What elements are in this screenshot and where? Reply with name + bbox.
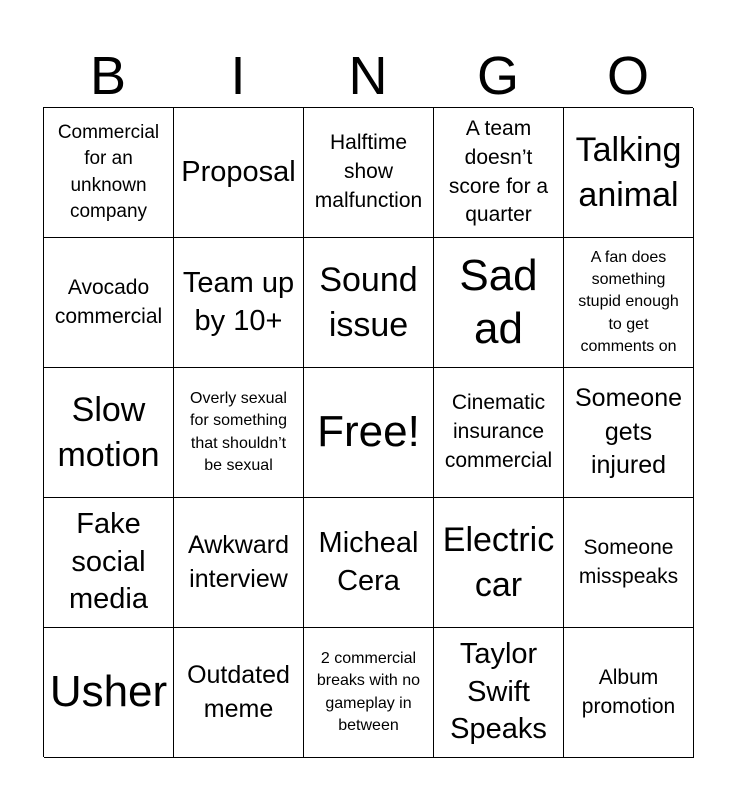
bingo-cell-text: Avocado commercial [54, 275, 163, 328]
header-letter-o: O [606, 46, 649, 106]
bingo-cell-r5-c3[interactable] [304, 628, 434, 758]
bingo-cell-r4-c5[interactable] [564, 498, 694, 628]
bingo-cell-text: Taylor Swift Speaks [450, 637, 547, 746]
bingo-cell-text: Outdated meme [187, 660, 290, 723]
bingo-cell-text: Electric car [442, 521, 555, 604]
bingo-cell-text: Album promotion [581, 665, 676, 718]
bingo-cell-r1-c4[interactable] [434, 108, 564, 238]
bingo-cell-r5-c1[interactable] [44, 628, 174, 758]
bingo-cell-r5-c2[interactable] [174, 628, 304, 758]
bingo-cell-text: Someone misspeaks [578, 535, 679, 588]
bingo-cell-r2-c2[interactable] [174, 238, 304, 368]
bingo-cell-text: Usher [49, 667, 168, 717]
bingo-cell-text: Talking animal [575, 131, 682, 214]
bingo-cell-r2-c1[interactable] [44, 238, 174, 368]
bingo-cell-free[interactable] [304, 368, 434, 498]
bingo-cell-r1-c5[interactable] [564, 108, 694, 238]
bingo-cell-r5-c4[interactable] [434, 628, 564, 758]
header-letter-b: B [89, 46, 127, 106]
bingo-cell-r3-c2[interactable] [174, 368, 304, 498]
bingo-cell-text: Awkward interview [188, 530, 289, 593]
bingo-cell-text: Cinematic insurance commercial [444, 391, 553, 472]
bingo-cell-text: Halftime show malfunction [314, 131, 423, 212]
bingo-cell-text: 2 commercial breaks with no gameplay in between [316, 649, 421, 734]
bingo-cell-text: Micheal Cera [318, 526, 419, 597]
bingo-cell-r2-c5[interactable] [564, 238, 694, 368]
bingo-cell-text: Fake social media [69, 507, 148, 616]
bingo-cell-text: Commercial for an unknown company [57, 122, 160, 222]
bingo-cell-text: Sad ad [459, 250, 538, 353]
header-letter-n: N [348, 46, 388, 106]
bingo-cell-r4-c3[interactable] [304, 498, 434, 628]
bingo-cell-r2-c4[interactable] [434, 238, 564, 368]
bingo-cell-r2-c3[interactable] [304, 238, 434, 368]
header-letter-i: I [230, 46, 246, 106]
bingo-cell-text: A team doesn’t score for a quarter [448, 116, 549, 227]
header-letter-g: G [476, 46, 519, 106]
bingo-cell-r5-c5[interactable] [564, 628, 694, 758]
bingo-cell-r4-c1[interactable] [44, 498, 174, 628]
bingo-cell-r3-c5[interactable] [564, 368, 694, 498]
bingo-cell-r1-c3[interactable] [304, 108, 434, 238]
bingo-cell-r3-c1[interactable] [44, 368, 174, 498]
bingo-cell-r3-c4[interactable] [434, 368, 564, 498]
bingo-cell-r1-c2[interactable] [174, 108, 304, 238]
bingo-cell-text: A fan does something stupid enough to get comments on [578, 248, 679, 356]
bingo-cell-r4-c4[interactable] [434, 498, 564, 628]
bingo-cell-r4-c2[interactable] [174, 498, 304, 628]
bingo-cell-r1-c1[interactable] [44, 108, 174, 238]
bingo-cell-text: Overly sexual for something that shouldn’t be sexual [190, 389, 287, 474]
bingo-cell-text: Free! [317, 407, 420, 457]
bingo-cell-text: Slow motion [57, 391, 160, 474]
bingo-header [43, 44, 693, 108]
bingo-cell-text: Sound issue [319, 261, 418, 344]
bingo-cell-text: Team up by 10+ [182, 266, 295, 337]
bingo-board [43, 107, 693, 757]
bingo-cell-text: Someone gets injured [574, 383, 683, 480]
bingo-cell-text: Proposal [181, 155, 296, 188]
